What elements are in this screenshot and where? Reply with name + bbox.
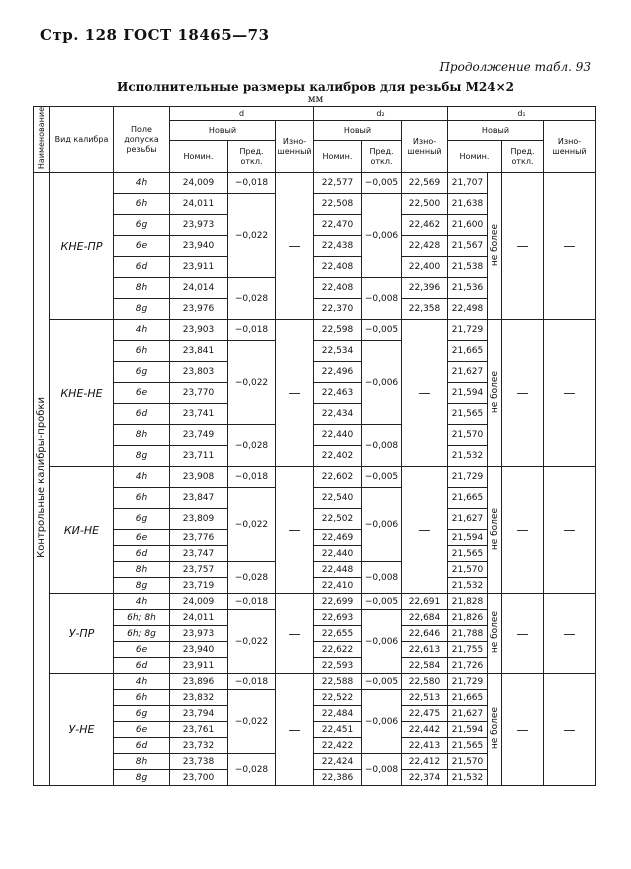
d2-nom-cell: 22,598	[314, 320, 362, 341]
d-dev-cell: −0,018	[228, 320, 276, 341]
d2-nom-cell: 22,577	[314, 173, 362, 194]
d2-nom-cell: 22,451	[314, 722, 362, 738]
d1-worn-cell: —	[544, 467, 596, 594]
field-cell: 6e	[114, 722, 170, 738]
field-cell: 8g	[114, 299, 170, 320]
d2-worn-cell: 22,569	[402, 173, 448, 194]
d-dev-cell: −0,028	[228, 562, 276, 594]
d-dev-cell: −0,018	[228, 674, 276, 690]
d1-nom-cell: 21,627	[448, 509, 488, 530]
table-row	[34, 594, 596, 610]
d1-nom-cell: 21,600	[448, 215, 488, 236]
note-cell: не более	[488, 594, 502, 674]
d2-nom-cell: 22,508	[314, 194, 362, 215]
note-cell: не более	[488, 173, 502, 320]
d-dev-cell: −0,022	[228, 690, 276, 754]
d2-worn-cell: 22,500	[402, 194, 448, 215]
d1-nom-cell: 21,532	[448, 770, 488, 786]
d1-nom-cell: 21,532	[448, 578, 488, 594]
d2-nom-cell: 22,469	[314, 530, 362, 546]
d1-nom-cell: 21,594	[448, 383, 488, 404]
d2-worn-cell: 22,413	[402, 738, 448, 754]
d-nom-cell: 23,809	[170, 509, 228, 530]
d2-dev-cell: −0,008	[362, 278, 402, 320]
d-nom-cell: 23,719	[170, 578, 228, 594]
d1-dev-cell: —	[502, 173, 544, 320]
field-cell: 4h	[114, 467, 170, 488]
d2-nom-cell: 22,699	[314, 594, 362, 610]
d2-nom-cell: 22,593	[314, 658, 362, 674]
d-dev-cell: −0,022	[228, 610, 276, 674]
d-worn-cell: —	[276, 594, 314, 674]
d-nom-cell: 23,847	[170, 488, 228, 509]
d2-dev-cell: −0,008	[362, 754, 402, 786]
header-nom-d1: Номин.	[448, 141, 502, 173]
d1-nom-cell: 21,570	[448, 754, 488, 770]
note-cell: не более	[488, 467, 502, 594]
d-worn-cell: —	[276, 173, 314, 320]
d-nom-cell: 23,757	[170, 562, 228, 578]
d2-worn-cell: 22,475	[402, 706, 448, 722]
d-worn-cell: —	[276, 320, 314, 467]
table-row	[34, 467, 596, 488]
field-cell: 4h	[114, 173, 170, 194]
d-nom-cell: 23,832	[170, 690, 228, 706]
header-dev-d: Пред. откл.	[228, 141, 276, 173]
d-nom-cell: 23,741	[170, 404, 228, 425]
d1-dev-cell: —	[502, 594, 544, 674]
d1-worn-cell: —	[544, 594, 596, 674]
d2-nom-cell: 22,434	[314, 404, 362, 425]
d2-nom-cell: 22,655	[314, 626, 362, 642]
field-cell: 8h	[114, 754, 170, 770]
d-nom-cell: 23,770	[170, 383, 228, 404]
calibre-type: У-ПР	[50, 594, 114, 674]
d1-nom-cell: 21,594	[448, 722, 488, 738]
calibre-dimensions-table	[33, 106, 596, 786]
header-new-d2: Новый	[314, 121, 402, 141]
calibre-type: КНЕ-НЕ	[50, 320, 114, 467]
d-nom-cell: 24,009	[170, 173, 228, 194]
calibre-type: У-НЕ	[50, 674, 114, 786]
d2-worn-cell: 22,462	[402, 215, 448, 236]
d-dev-cell: −0,028	[228, 425, 276, 467]
d1-worn-cell: —	[544, 674, 596, 786]
d-nom-cell: 23,940	[170, 642, 228, 658]
field-cell: 6d	[114, 738, 170, 754]
field-cell: 6e	[114, 642, 170, 658]
d2-worn-cell: 22,580	[402, 674, 448, 690]
d1-nom-cell: 21,788	[448, 626, 488, 642]
group-label: Контрольные калибры-пробки	[34, 173, 50, 786]
d1-nom-cell: 21,729	[448, 674, 488, 690]
d1-nom-cell: 21,755	[448, 642, 488, 658]
d-nom-cell: 23,903	[170, 320, 228, 341]
d1-nom-cell: 21,665	[448, 488, 488, 509]
header-dev-d2: Пред. откл.	[362, 141, 402, 173]
field-cell: 6g	[114, 215, 170, 236]
d2-nom-cell: 22,448	[314, 562, 362, 578]
field-cell: 6e	[114, 530, 170, 546]
d-dev-cell: −0,022	[228, 341, 276, 425]
field-cell: 8h	[114, 425, 170, 446]
d2-worn-cell: 22,691	[402, 594, 448, 610]
d-nom-cell: 24,009	[170, 594, 228, 610]
d2-dev-cell: −0,008	[362, 562, 402, 594]
d1-nom-cell: 21,726	[448, 658, 488, 674]
field-cell: 8h	[114, 562, 170, 578]
d-dev-cell: −0,022	[228, 488, 276, 562]
d2-worn-cell: 22,613	[402, 642, 448, 658]
d-nom-cell: 23,803	[170, 362, 228, 383]
header-name: Наименование	[34, 107, 50, 173]
d2-worn-cell: 22,400	[402, 257, 448, 278]
d2-nom-cell: 22,386	[314, 770, 362, 786]
field-cell: 6h; 8h	[114, 610, 170, 626]
d2-dev-cell: −0,008	[362, 425, 402, 467]
d1-nom-cell: 21,532	[448, 446, 488, 467]
d1-nom-cell: 21,638	[448, 194, 488, 215]
field-cell: 6d	[114, 546, 170, 562]
d1-nom-cell: 22,498	[448, 299, 488, 320]
d2-worn-cell: 22,442	[402, 722, 448, 738]
d2-dev-cell: −0,006	[362, 690, 402, 754]
d-nom-cell: 23,911	[170, 658, 228, 674]
field-cell: 6g	[114, 509, 170, 530]
d-nom-cell: 23,896	[170, 674, 228, 690]
table-row	[34, 173, 596, 194]
d2-nom-cell: 22,410	[314, 578, 362, 594]
d2-worn-cell: 22,513	[402, 690, 448, 706]
header-field: Поле допуска резьбы	[114, 107, 170, 173]
d-dev-cell: −0,018	[228, 594, 276, 610]
calibre-type: КНЕ-ПР	[50, 173, 114, 320]
d2-nom-cell: 22,440	[314, 546, 362, 562]
d-nom-cell: 24,011	[170, 610, 228, 626]
d-nom-cell: 23,711	[170, 446, 228, 467]
page-header: Стр. 128 ГОСТ 18465—73	[40, 26, 270, 44]
d-dev-cell: −0,018	[228, 173, 276, 194]
d-nom-cell: 23,776	[170, 530, 228, 546]
calibre-type: КИ-НЕ	[50, 467, 114, 594]
d1-nom-cell: 21,665	[448, 341, 488, 362]
d2-nom-cell: 22,534	[314, 341, 362, 362]
unit-label: мм	[307, 94, 324, 105]
d2-nom-cell: 22,588	[314, 674, 362, 690]
d-dev-cell: −0,022	[228, 194, 276, 278]
d2-worn-cell: 22,374	[402, 770, 448, 786]
d1-nom-cell: 21,627	[448, 362, 488, 383]
d1-nom-cell: 21,729	[448, 320, 488, 341]
d1-dev-cell: —	[502, 320, 544, 467]
d2-dev-cell: −0,006	[362, 488, 402, 562]
d2-nom-cell: 22,496	[314, 362, 362, 383]
d-nom-cell: 23,940	[170, 236, 228, 257]
d-dev-cell: −0,018	[228, 467, 276, 488]
d-nom-cell: 24,014	[170, 278, 228, 299]
d2-nom-cell: 22,408	[314, 278, 362, 299]
d2-worn-cell: —	[402, 467, 448, 594]
d2-nom-cell: 22,484	[314, 706, 362, 722]
note-cell: не более	[488, 320, 502, 467]
d1-nom-cell: 21,538	[448, 257, 488, 278]
d-nom-cell: 23,976	[170, 299, 228, 320]
d1-nom-cell: 21,627	[448, 706, 488, 722]
field-cell: 4h	[114, 594, 170, 610]
d1-worn-cell: —	[544, 173, 596, 320]
header-nom-d2: Номин.	[314, 141, 362, 173]
d-worn-cell: —	[276, 674, 314, 786]
header-new-d: Новый	[170, 121, 276, 141]
d1-dev-cell: —	[502, 674, 544, 786]
d1-nom-cell: 21,594	[448, 530, 488, 546]
header-d2: d₂	[314, 107, 448, 121]
d1-nom-cell: 21,828	[448, 594, 488, 610]
continuation-label: Продолжение табл. 93	[439, 60, 591, 74]
d2-nom-cell: 22,402	[314, 446, 362, 467]
d2-dev-cell: −0,006	[362, 610, 402, 674]
d-nom-cell: 23,908	[170, 467, 228, 488]
d2-nom-cell: 22,424	[314, 754, 362, 770]
field-cell: 6d	[114, 404, 170, 425]
d2-nom-cell: 22,422	[314, 738, 362, 754]
field-cell: 6e	[114, 236, 170, 257]
header-d: d	[170, 107, 314, 121]
d2-nom-cell: 22,438	[314, 236, 362, 257]
d2-dev-cell: −0,005	[362, 173, 402, 194]
d2-worn-cell: 22,412	[402, 754, 448, 770]
header-worn-d2: Изно-шенный	[402, 121, 448, 173]
d-worn-cell: —	[276, 467, 314, 594]
field-cell: 6h	[114, 488, 170, 509]
d-nom-cell: 23,973	[170, 626, 228, 642]
d-nom-cell: 23,747	[170, 546, 228, 562]
d2-worn-cell: 22,684	[402, 610, 448, 626]
field-cell: 6h	[114, 341, 170, 362]
d1-nom-cell: 21,565	[448, 546, 488, 562]
header-d1: d₁	[448, 107, 596, 121]
header-type: Вид калибра	[50, 107, 114, 173]
d2-nom-cell: 22,602	[314, 467, 362, 488]
d2-dev-cell: −0,005	[362, 674, 402, 690]
d-nom-cell: 23,911	[170, 257, 228, 278]
d2-nom-cell: 22,693	[314, 610, 362, 626]
d1-nom-cell: 21,665	[448, 690, 488, 706]
d2-nom-cell: 22,522	[314, 690, 362, 706]
d2-nom-cell: 22,370	[314, 299, 362, 320]
d-nom-cell: 23,761	[170, 722, 228, 738]
table-row	[34, 320, 596, 341]
d1-nom-cell: 21,565	[448, 404, 488, 425]
d2-worn-cell: —	[402, 320, 448, 467]
d2-dev-cell: −0,006	[362, 341, 402, 425]
field-cell: 4h	[114, 320, 170, 341]
d-dev-cell: −0,028	[228, 278, 276, 320]
header-new-d1: Новый	[448, 121, 544, 141]
field-cell: 6e	[114, 383, 170, 404]
table-title: Исполнительные размеры калибров для резьбы М24×2	[116, 80, 514, 94]
d2-worn-cell: 22,646	[402, 626, 448, 642]
field-cell: 8g	[114, 446, 170, 467]
d-nom-cell: 23,841	[170, 341, 228, 362]
d-nom-cell: 23,732	[170, 738, 228, 754]
field-cell: 6g	[114, 706, 170, 722]
d1-dev-cell: —	[502, 467, 544, 594]
d-nom-cell: 23,738	[170, 754, 228, 770]
d1-nom-cell: 21,707	[448, 173, 488, 194]
d2-nom-cell: 22,470	[314, 215, 362, 236]
d1-nom-cell: 21,570	[448, 562, 488, 578]
d-nom-cell: 23,794	[170, 706, 228, 722]
header-dev-d1: Пред. откл.	[502, 141, 544, 173]
field-cell: 8h	[114, 278, 170, 299]
d1-nom-cell: 21,567	[448, 236, 488, 257]
d2-nom-cell: 22,540	[314, 488, 362, 509]
d-nom-cell: 24,011	[170, 194, 228, 215]
field-cell: 6h	[114, 194, 170, 215]
d1-nom-cell: 21,565	[448, 738, 488, 754]
d-nom-cell: 23,749	[170, 425, 228, 446]
d1-worn-cell: —	[544, 320, 596, 467]
field-cell: 6g	[114, 362, 170, 383]
d1-nom-cell: 21,826	[448, 610, 488, 626]
d2-dev-cell: −0,006	[362, 194, 402, 278]
d2-dev-cell: −0,005	[362, 467, 402, 488]
d1-nom-cell: 21,570	[448, 425, 488, 446]
d2-worn-cell: 22,358	[402, 299, 448, 320]
d2-nom-cell: 22,463	[314, 383, 362, 404]
d-nom-cell: 23,700	[170, 770, 228, 786]
d2-nom-cell: 22,440	[314, 425, 362, 446]
field-cell: 4h	[114, 674, 170, 690]
d1-nom-cell: 21,729	[448, 467, 488, 488]
note-cell: не более	[488, 674, 502, 786]
header-nom-d: Номин.	[170, 141, 228, 173]
d-nom-cell: 23,973	[170, 215, 228, 236]
d2-nom-cell: 22,502	[314, 509, 362, 530]
d2-worn-cell: 22,428	[402, 236, 448, 257]
d1-nom-cell: 21,536	[448, 278, 488, 299]
d2-dev-cell: −0,005	[362, 594, 402, 610]
field-cell: 6d	[114, 257, 170, 278]
field-cell: 8g	[114, 578, 170, 594]
field-cell: 6h; 8g	[114, 626, 170, 642]
d2-dev-cell: −0,005	[362, 320, 402, 341]
d2-worn-cell: 22,584	[402, 658, 448, 674]
field-cell: 6h	[114, 690, 170, 706]
field-cell: 6d	[114, 658, 170, 674]
header-worn-d1: Изно-шенный	[544, 121, 596, 173]
d2-nom-cell: 22,408	[314, 257, 362, 278]
d2-nom-cell: 22,622	[314, 642, 362, 658]
d-dev-cell: −0,028	[228, 754, 276, 786]
header-worn-d: Изно-шенный	[276, 121, 314, 173]
table-row	[34, 674, 596, 690]
d2-worn-cell: 22,396	[402, 278, 448, 299]
field-cell: 8g	[114, 770, 170, 786]
